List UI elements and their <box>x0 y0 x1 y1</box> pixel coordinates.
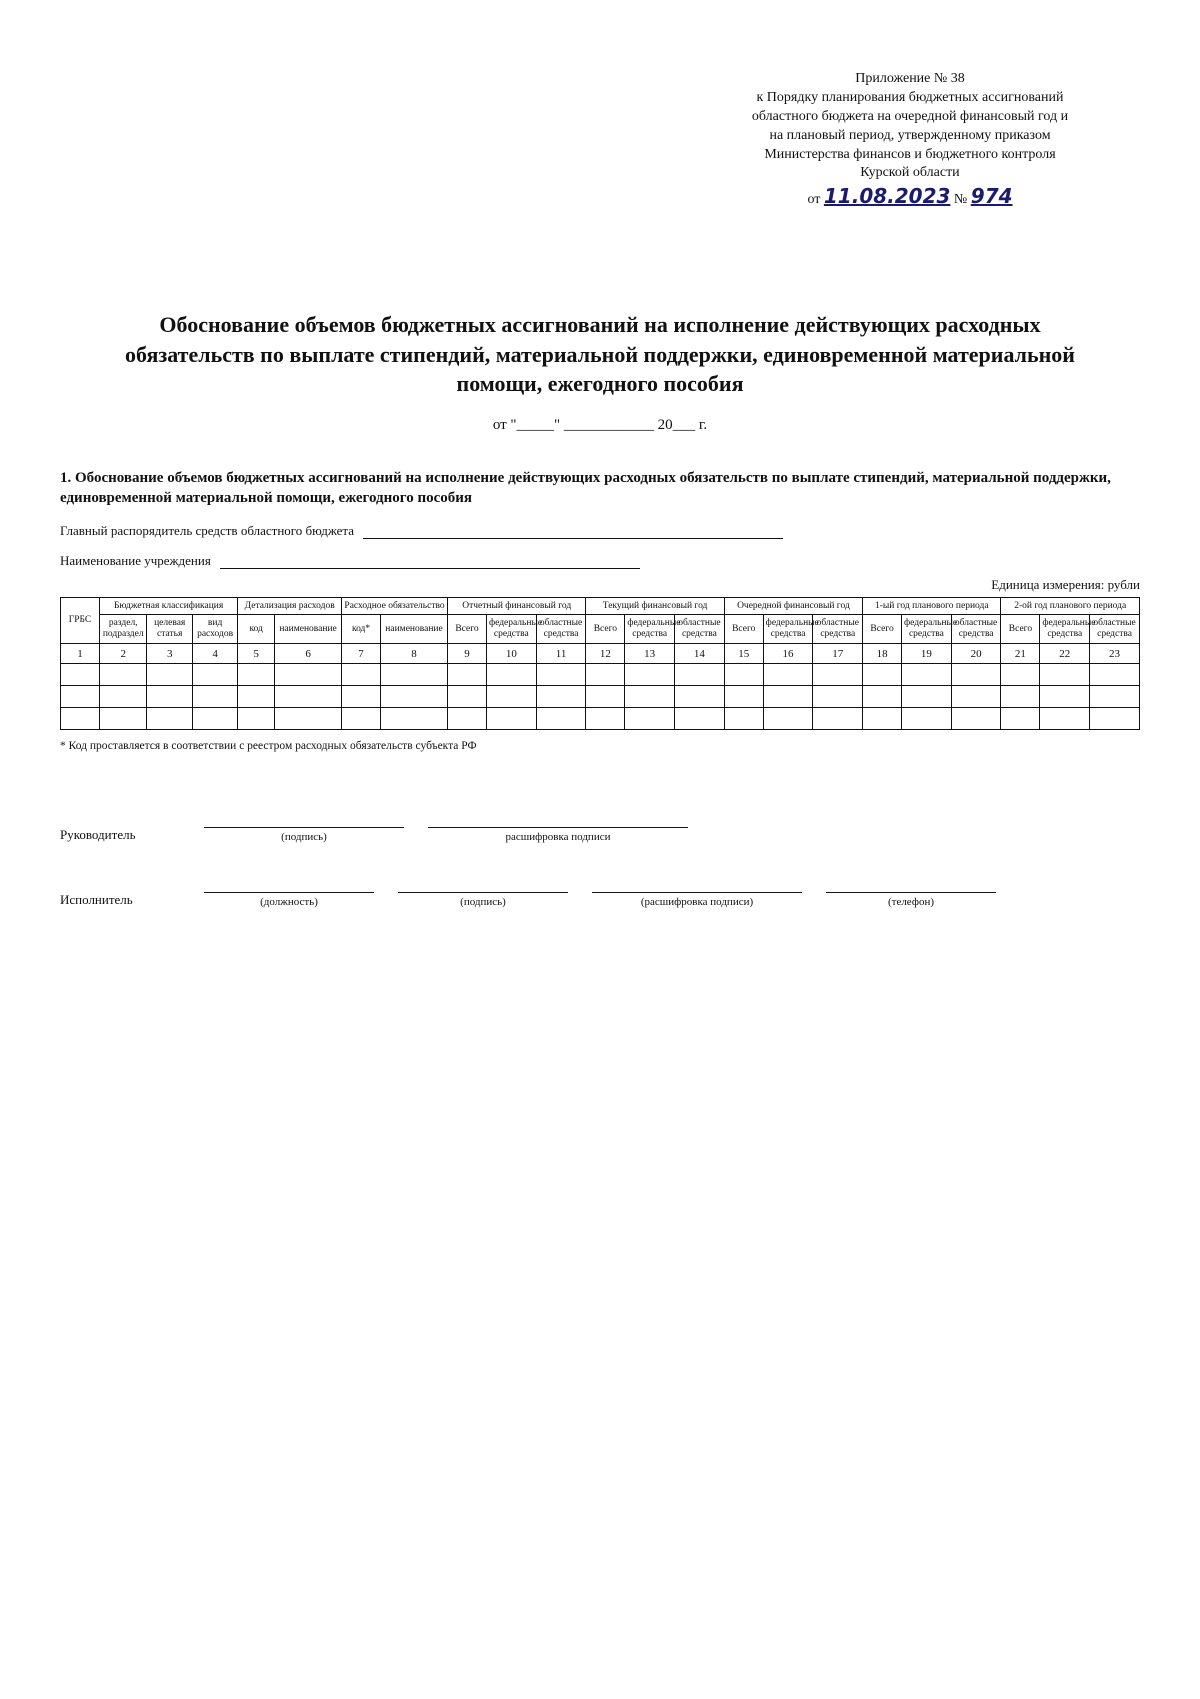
executor-signature-caption: (подпись) <box>460 896 506 909</box>
appendix-line: областного бюджета на очередной финансовый год и <box>751 108 1069 124</box>
executor-decoding-line <box>592 877 802 893</box>
column-number: 14 <box>675 644 725 664</box>
column-number: 4 <box>192 644 237 664</box>
appendix-line: Приложение № 38 <box>855 71 965 86</box>
column-number: 13 <box>625 644 675 664</box>
executor-position-cell <box>204 877 374 908</box>
column-number: 17 <box>813 644 863 664</box>
subheader-code: код <box>238 615 275 644</box>
subheader-name: наименование <box>381 615 448 644</box>
header-plan-year-1: 1-ый год планового периода <box>863 597 1001 615</box>
subheader-kind: вид расходов <box>192 615 237 644</box>
appendix-line: Министерства финансов и бюджетного контроля <box>764 146 1056 162</box>
header-grbs: ГРБС <box>61 597 100 644</box>
column-number: 21 <box>1001 644 1040 664</box>
executor-phone-line <box>826 877 996 893</box>
column-number: 6 <box>275 644 342 664</box>
subheader-federal: федеральные средства <box>486 615 536 644</box>
header-plan-year-2: 2-ой год планового периода <box>1001 597 1140 615</box>
column-number: 20 <box>951 644 1001 664</box>
from-prefix: от <box>807 192 821 208</box>
subheader-regional: областные средства <box>951 615 1001 644</box>
institution-blank <box>220 557 640 569</box>
subheader-regional: областные средства <box>813 615 863 644</box>
column-number: 18 <box>863 644 902 664</box>
executor-position-line <box>204 877 374 893</box>
head-signature-row <box>60 812 1140 843</box>
executor-label: Исполнитель <box>60 892 133 908</box>
header-expense-detail: Детализация расходов <box>238 597 342 615</box>
table-row <box>61 686 1140 708</box>
subheader-total: Всего <box>724 615 763 644</box>
header-current-year: Текущий финансовый год <box>586 597 724 615</box>
subheader-total: Всего <box>448 615 487 644</box>
handwritten-date: 11.08.2023 <box>823 184 951 209</box>
column-number: 12 <box>586 644 625 664</box>
main-manager-label: Главный распорядитель средств областного бюджета <box>60 522 355 538</box>
subheader-federal: федеральные средства <box>1040 615 1090 644</box>
header-expense-obligation: Расходное обязательство <box>342 597 448 615</box>
table-row <box>61 664 1140 686</box>
executor-signature-line <box>398 877 568 893</box>
institution-label: Наименование учреждения <box>60 552 211 568</box>
column-number: 7 <box>342 644 381 664</box>
executor-decoding-cell <box>592 877 802 908</box>
column-number: 10 <box>486 644 536 664</box>
subheader-section: раздел, подраздел <box>99 615 147 644</box>
appendix-line: Курской области <box>860 165 960 181</box>
column-number: 2 <box>99 644 147 664</box>
subheader-total: Всего <box>1001 615 1040 644</box>
column-number: 5 <box>238 644 275 664</box>
subheader-regional: областные средства <box>536 615 586 644</box>
table-row <box>61 708 1140 730</box>
obligations-table <box>60 597 1140 731</box>
subheader-total: Всего <box>863 615 902 644</box>
executor-signature-row <box>60 877 1140 908</box>
header-next-year: Очередной финансовый год <box>724 597 862 615</box>
appendix-block <box>680 70 1140 210</box>
subheader-code-star: код* <box>342 615 381 644</box>
subheader-total: Всего <box>586 615 625 644</box>
column-numbers-row <box>61 644 1140 664</box>
document-title: Обоснование объемов бюджетных ассигнований на исполнение действующих расходных обязательств по выплате стипендий, материальной поддержки, единовременной материальной помощи, ежегодного пособия <box>125 312 1075 397</box>
executor-phone-caption: (телефон) <box>887 896 935 909</box>
subheader-federal: федеральные средства <box>763 615 813 644</box>
head-decoding-caption: расшифровка подписи <box>505 831 611 844</box>
column-number: 8 <box>381 644 448 664</box>
column-number: 15 <box>724 644 763 664</box>
subheader-regional: областные средства <box>1090 615 1140 644</box>
head-signature-cell <box>204 812 404 843</box>
head-label: Руководитель <box>60 827 136 843</box>
column-number: 22 <box>1040 644 1090 664</box>
executor-phone-cell <box>826 877 996 908</box>
number-prefix: № <box>953 192 968 208</box>
handwritten-number: 974 <box>970 184 1013 209</box>
head-signature-caption: (подпись) <box>281 831 327 844</box>
institution-field <box>60 553 1140 569</box>
column-number: 3 <box>147 644 192 664</box>
appendix-date-line <box>680 183 1140 210</box>
executor-signature-cell <box>398 877 568 908</box>
from-date-line: от "_____" ____________ 20___ г. <box>492 417 708 434</box>
column-number: 16 <box>763 644 813 664</box>
subheader-federal: федеральные средства <box>625 615 675 644</box>
head-signature-line <box>204 812 404 828</box>
subheader-regional: областные средства <box>675 615 725 644</box>
main-manager-blank <box>363 527 783 539</box>
head-decoding-cell <box>428 812 688 843</box>
header-reporting-year: Отчетный финансовый год <box>448 597 586 615</box>
column-number: 1 <box>61 644 100 664</box>
signatures-block <box>60 812 1140 908</box>
footnote: * Код проставляется в соответствии с реестром расходных обязательств субъекта РФ <box>60 740 477 753</box>
column-number: 19 <box>902 644 952 664</box>
subheader-federal: федеральные средства <box>902 615 952 644</box>
units-label: Единица измерения: рубли <box>991 576 1140 592</box>
column-number: 9 <box>448 644 487 664</box>
appendix-line: к Порядку планирования бюджетных ассигнований <box>756 89 1064 105</box>
header-budget-classification: Бюджетная классификация <box>99 597 237 615</box>
column-number: 23 <box>1090 644 1140 664</box>
appendix-line: на плановый период, утвержденному приказом <box>769 127 1051 143</box>
executor-decoding-caption: (расшифровка подписи) <box>640 896 754 909</box>
subheader-target: целевая статья <box>147 615 192 644</box>
subheader-name: наименование <box>275 615 342 644</box>
main-manager-field <box>60 523 1140 539</box>
section-title: 1. Обоснование объемов бюджетных ассигнований на исполнение действующих расходных обязательств по выплате стипендий, материальной поддержки, единовременной материальной помощи, ежегодного пособия <box>60 470 1111 507</box>
executor-position-caption: (должность) <box>260 896 318 909</box>
column-number: 11 <box>536 644 586 664</box>
head-decoding-line <box>428 812 688 828</box>
